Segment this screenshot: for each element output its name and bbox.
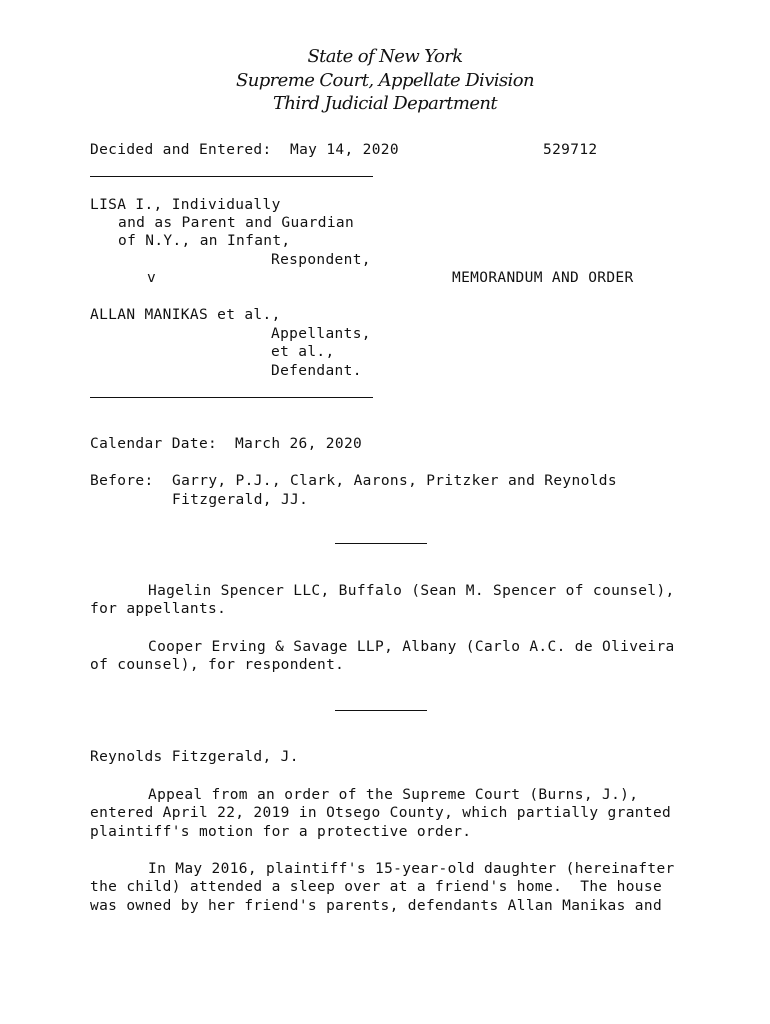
panel-line-2: Fitzgerald, JJ. (172, 492, 309, 508)
section-divider-2 (335, 710, 427, 711)
plaintiff-infant: of N.Y., an Infant, (118, 233, 291, 249)
plaintiff-name: LISA I., Individually (90, 197, 281, 213)
counsel-respondent-line-1: Cooper Erving & Savage LLP, Albany (Carlo A.C. de Oliveira (148, 639, 675, 655)
defendant-role-defendant: Defendant. (271, 363, 362, 379)
body-p1-line-1: Appeal from an order of the Supreme Court (Burns, J.), (148, 787, 639, 803)
body-p2-line-2: the child) attended a sleep over at a friend's home. The house (90, 879, 663, 895)
defendant-role-et-al: et al., (271, 344, 335, 360)
caption-bottom-rule (90, 397, 373, 398)
court-department-heading: Third Judicial Department (272, 93, 498, 114)
decided-label: Decided and Entered: (90, 142, 272, 158)
body-p2-line-1: In May 2016, plaintiff's 15-year-old daughter (hereinafter (148, 861, 675, 877)
body-p1-line-3: plaintiff's motion for a protective order. (90, 824, 472, 840)
counsel-appellants-line-1: Hagelin Spencer LLC, Buffalo (Sean M. Spencer of counsel), (148, 583, 675, 599)
opinion-author: Reynolds Fitzgerald, J. (90, 749, 299, 765)
court-name-heading: Supreme Court, Appellate Division (236, 70, 534, 91)
decided-date: May 14, 2020 (290, 142, 399, 158)
defendant-role-appellants: Appellants, (271, 326, 371, 342)
calendar-label: Calendar Date: (90, 436, 218, 452)
caption-top-rule (90, 176, 373, 177)
body-p2-line-3: was owned by her friend's parents, defendants Allan Manikas and (90, 898, 663, 914)
panel-line-1: Garry, P.J., Clark, Aarons, Pritzker and Reynolds (172, 473, 617, 489)
defendant-name: ALLAN MANIKAS et al., (90, 307, 281, 323)
before-label: Before: (90, 473, 154, 489)
versus: v (147, 270, 157, 286)
counsel-appellants-line-2: for appellants. (90, 601, 227, 617)
docket-number: 529712 (543, 142, 598, 158)
counsel-respondent-line-2: of counsel), for respondent. (90, 657, 345, 673)
order-type: MEMORANDUM AND ORDER (452, 270, 634, 286)
section-divider-1 (335, 543, 427, 544)
body-p1-line-2: entered April 22, 2019 in Otsego County, which partially granted (90, 805, 672, 821)
plaintiff-capacity: and as Parent and Guardian (118, 215, 355, 231)
court-state-heading: State of New York (307, 46, 463, 67)
plaintiff-role: Respondent, (271, 252, 371, 268)
calendar-date: March 26, 2020 (235, 436, 363, 452)
